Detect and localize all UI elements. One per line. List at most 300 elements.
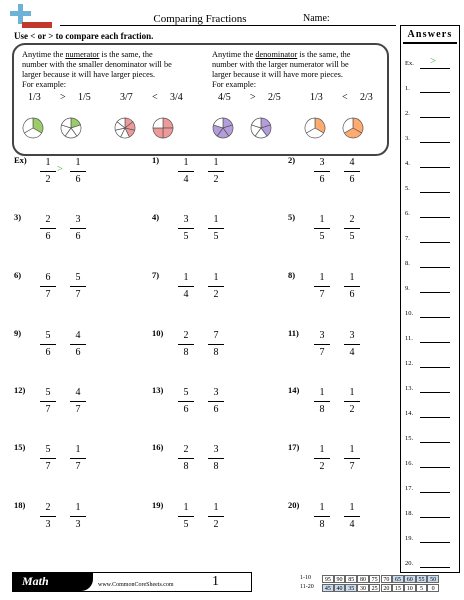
answer-label: 16. <box>405 460 414 467</box>
denominator: 8 <box>213 347 219 358</box>
numerator: 3 <box>319 330 325 341</box>
numerator: 1 <box>319 272 325 283</box>
problem-item <box>152 155 282 195</box>
fraction-bar <box>314 401 330 402</box>
denominator: 8 <box>319 519 325 530</box>
fraction <box>208 444 224 473</box>
fraction-bar <box>344 286 360 287</box>
numerator: 5 <box>45 330 51 341</box>
fraction <box>70 502 86 531</box>
denominator: 5 <box>213 231 219 242</box>
fraction-bar <box>178 516 194 517</box>
numerator: 1 <box>213 272 219 283</box>
problem-item <box>288 212 418 252</box>
pie-icon <box>304 117 326 139</box>
problem-number: 10) <box>152 328 164 338</box>
numerator: 1 <box>183 272 189 283</box>
answer-label: 9. <box>405 285 410 292</box>
fraction-bar <box>40 401 56 402</box>
numerator: 3 <box>319 157 325 168</box>
answer-line[interactable] <box>420 492 450 493</box>
fraction-bar <box>208 228 224 229</box>
answer-line[interactable] <box>420 417 450 418</box>
fraction <box>344 157 360 186</box>
answer-line[interactable] <box>420 92 450 93</box>
answer-line[interactable] <box>420 217 450 218</box>
denominator: 4 <box>183 174 189 185</box>
fraction <box>178 330 194 359</box>
answer-label: 14. <box>405 410 414 417</box>
numerator: 5 <box>75 272 81 283</box>
numerator: 3 <box>213 444 219 455</box>
answers-title: Answers <box>407 29 453 40</box>
answer-line[interactable] <box>420 567 450 568</box>
fraction-bar <box>314 344 330 345</box>
problem-item <box>14 385 144 425</box>
fraction <box>40 502 56 531</box>
answer-label: 1. <box>405 85 410 92</box>
problem-number: 4) <box>152 212 160 222</box>
problem-item <box>14 155 144 195</box>
fraction <box>178 502 194 531</box>
answer-line[interactable] <box>420 392 450 393</box>
page-number: 1 <box>212 574 219 589</box>
fraction-bar <box>344 458 360 459</box>
score-cell: 0 <box>427 584 439 592</box>
denominator: 6 <box>183 404 189 415</box>
numerator: 1 <box>349 502 355 513</box>
example-fraction-b: 3/4 <box>170 92 183 103</box>
denominator: 7 <box>45 404 51 415</box>
numerator: 1 <box>183 502 189 513</box>
answer-line[interactable] <box>420 442 450 443</box>
problem-item <box>288 385 418 425</box>
score-cell: 80 <box>357 575 369 583</box>
numerator: 3 <box>213 387 219 398</box>
answers-rule <box>403 42 457 44</box>
fraction-bar <box>178 344 194 345</box>
example-fraction-a: 1/3 <box>28 92 41 103</box>
denominator: 3 <box>75 519 81 530</box>
score-cell: 5 <box>416 584 428 592</box>
fraction-bar <box>208 286 224 287</box>
answer-label: 20. <box>405 560 414 567</box>
fraction-bar <box>178 401 194 402</box>
fraction <box>344 330 360 359</box>
example-fraction-a: 3/7 <box>120 92 133 103</box>
example-fraction-a: 4/5 <box>218 92 231 103</box>
pie-icon <box>212 117 234 139</box>
denominator: 2 <box>319 461 325 472</box>
fraction-bar <box>178 171 194 172</box>
problem-number: 3) <box>14 212 22 222</box>
fraction <box>70 272 86 301</box>
score-cell: 70 <box>381 575 393 583</box>
answer-line[interactable] <box>420 117 450 118</box>
answer-line[interactable] <box>420 292 450 293</box>
fraction-bar <box>344 516 360 517</box>
fraction <box>40 444 56 473</box>
fraction <box>208 157 224 186</box>
numerator: 4 <box>75 387 81 398</box>
numerator: 3 <box>183 214 189 225</box>
score-cell: 50 <box>427 575 439 583</box>
answer-label: 15. <box>405 435 414 442</box>
answer-line[interactable] <box>420 267 450 268</box>
fraction <box>40 272 56 301</box>
score-cell: 45 <box>322 584 334 592</box>
answer-label: 3. <box>405 135 410 142</box>
denominator: 4 <box>349 519 355 530</box>
fraction-bar <box>208 344 224 345</box>
denominator: 6 <box>319 174 325 185</box>
denominator: 7 <box>45 461 51 472</box>
score-cell: 10 <box>404 584 416 592</box>
pie-slice <box>163 128 173 138</box>
example-fraction-b: 2/5 <box>268 92 281 103</box>
score-row-label: 1-10 <box>300 575 311 581</box>
fraction-bar <box>314 228 330 229</box>
answer-label: 12. <box>405 360 414 367</box>
problem-number: 6) <box>14 270 22 280</box>
fraction <box>314 214 330 243</box>
pie-slice <box>153 128 163 138</box>
score-cell: 95 <box>322 575 334 583</box>
pie-icon <box>342 117 364 139</box>
answer-line[interactable] <box>420 242 450 243</box>
fraction-bar <box>344 228 360 229</box>
problem-item <box>152 442 282 482</box>
numerator: 4 <box>349 157 355 168</box>
example-fraction-a: 1/3 <box>310 92 323 103</box>
example-fraction-b: 1/5 <box>78 92 91 103</box>
fraction <box>70 157 86 186</box>
answer-label: 6. <box>405 210 410 217</box>
numerator: 4 <box>75 330 81 341</box>
denominator: 7 <box>75 289 81 300</box>
denominator: 6 <box>45 347 51 358</box>
problem-number: 20) <box>288 500 300 510</box>
fraction <box>208 502 224 531</box>
problem-item <box>152 212 282 252</box>
problem-number: 13) <box>152 385 164 395</box>
numerator: 1 <box>213 214 219 225</box>
problem-item <box>152 270 282 310</box>
problem-number: 5) <box>288 212 296 222</box>
fraction-bar <box>314 516 330 517</box>
numerator: 1 <box>45 157 51 168</box>
problem-item <box>152 328 282 368</box>
fraction <box>314 330 330 359</box>
pie-icon <box>60 117 82 139</box>
answer-label: 11. <box>405 335 413 342</box>
score-cell: 75 <box>369 575 381 583</box>
problem-item <box>14 212 144 252</box>
score-cell: 25 <box>369 584 381 592</box>
numerator: 1 <box>319 502 325 513</box>
fraction <box>314 157 330 186</box>
denominator: 7 <box>75 404 81 415</box>
answer-line[interactable] <box>420 317 450 318</box>
fraction-bar <box>40 516 56 517</box>
fraction <box>208 214 224 243</box>
numerator: 1 <box>213 157 219 168</box>
numerator: 2 <box>45 214 51 225</box>
problem-item <box>14 442 144 482</box>
fraction-bar <box>40 228 56 229</box>
numerator: 1 <box>319 444 325 455</box>
score-cell: 65 <box>392 575 404 583</box>
fraction-bar <box>314 458 330 459</box>
score-cell: 55 <box>416 575 428 583</box>
fraction <box>178 444 194 473</box>
numerator: 2 <box>45 502 51 513</box>
fraction <box>208 330 224 359</box>
fraction <box>344 387 360 416</box>
problem-number: 9) <box>14 328 22 338</box>
denominator: 4 <box>183 289 189 300</box>
comparison-answer[interactable]: > <box>57 164 63 175</box>
numerator: 6 <box>45 272 51 283</box>
problem-item <box>288 328 418 368</box>
problem-number: 14) <box>288 385 300 395</box>
pie-icon <box>114 117 136 139</box>
fraction <box>344 214 360 243</box>
denominator: 6 <box>75 347 81 358</box>
denominator: 8 <box>319 404 325 415</box>
fraction <box>178 272 194 301</box>
problem-number: 8) <box>288 270 296 280</box>
fraction <box>40 330 56 359</box>
fraction <box>178 214 194 243</box>
denominator: 7 <box>45 289 51 300</box>
fraction-bar <box>70 458 86 459</box>
answer-label: 18. <box>405 510 414 517</box>
problem-number: Ex) <box>14 155 27 165</box>
denominator: 8 <box>213 461 219 472</box>
pie-slice <box>153 118 163 128</box>
score-cell: 15 <box>392 584 404 592</box>
numerator: 1 <box>349 444 355 455</box>
fraction <box>344 272 360 301</box>
answer-label-example: Ex. <box>405 60 414 67</box>
denominator: 7 <box>319 289 325 300</box>
problem-number: 17) <box>288 442 300 452</box>
denominator: 2 <box>349 404 355 415</box>
fraction-bar <box>344 344 360 345</box>
numerator: 1 <box>319 214 325 225</box>
example-operator: < <box>152 92 158 103</box>
score-cell: 85 <box>345 575 357 583</box>
problem-item <box>152 500 282 540</box>
denominator: 7 <box>75 461 81 472</box>
answer-label: 2. <box>405 110 410 117</box>
denominator: 7 <box>319 347 325 358</box>
denominator: 3 <box>45 519 51 530</box>
fraction-bar <box>40 286 56 287</box>
example-operator: > <box>60 92 66 103</box>
pie-icon <box>250 117 272 139</box>
example-left-text: Anytime the numerator is the same, the number with the smaller denominator will be larger because it will have larger pieces. For example: <box>22 50 172 89</box>
fraction-bar <box>70 286 86 287</box>
fraction-bar <box>344 401 360 402</box>
fraction <box>314 272 330 301</box>
fraction-bar <box>70 401 86 402</box>
name-label: Name: <box>303 13 330 24</box>
problem-number: 18) <box>14 500 26 510</box>
denominator: 2 <box>213 174 219 185</box>
answer-line[interactable] <box>420 342 450 343</box>
fraction-bar <box>208 171 224 172</box>
score-row-label: 11-20 <box>300 584 314 590</box>
fraction-bar <box>40 458 56 459</box>
problem-item <box>288 155 418 195</box>
fraction <box>178 157 194 186</box>
problem-item <box>14 270 144 310</box>
answer-value-example: > <box>430 55 437 67</box>
answer-label: 10. <box>405 310 414 317</box>
answer-label: 4. <box>405 160 410 167</box>
problem-item <box>14 328 144 368</box>
answer-label: 19. <box>405 535 414 542</box>
denominator: 7 <box>349 461 355 472</box>
problem-number: 12) <box>14 385 26 395</box>
numerator: 1 <box>75 502 81 513</box>
score-cell: 35 <box>345 584 357 592</box>
fraction-bar <box>40 344 56 345</box>
fraction-bar <box>70 516 86 517</box>
footer-site: www.CommonCoreSheets.com <box>98 582 174 588</box>
numerator: 1 <box>319 387 325 398</box>
denominator: 5 <box>319 231 325 242</box>
numerator: 2 <box>183 444 189 455</box>
numerator: 3 <box>75 214 81 225</box>
fraction <box>40 387 56 416</box>
header-rule <box>60 25 396 26</box>
problem-number: 19) <box>152 500 164 510</box>
fraction <box>70 214 86 243</box>
fraction-bar <box>208 401 224 402</box>
denominator: 2 <box>45 174 51 185</box>
problem-number: 16) <box>152 442 164 452</box>
fraction-bar <box>208 458 224 459</box>
numerator: 1 <box>183 157 189 168</box>
fraction <box>70 330 86 359</box>
score-cell: 40 <box>334 584 346 592</box>
fraction-bar <box>40 171 56 172</box>
fraction <box>344 502 360 531</box>
denominator: 5 <box>349 231 355 242</box>
fraction-bar <box>178 228 194 229</box>
numerator: 3 <box>349 330 355 341</box>
problem-number: 15) <box>14 442 26 452</box>
problem-item <box>288 270 418 310</box>
answer-line[interactable] <box>420 517 450 518</box>
example-operator: > <box>250 92 256 103</box>
fraction <box>314 502 330 531</box>
answer-label: 7. <box>405 235 410 242</box>
numerator: 2 <box>349 214 355 225</box>
fraction-bar <box>344 171 360 172</box>
numerator: 1 <box>349 272 355 283</box>
fraction <box>70 444 86 473</box>
page-title: Comparing Fractions <box>153 13 247 25</box>
example-operator: < <box>342 92 348 103</box>
answer-label: 13. <box>405 385 414 392</box>
score-cell: 60 <box>404 575 416 583</box>
denominator: 5 <box>183 231 189 242</box>
denominator: 8 <box>183 461 189 472</box>
problem-item <box>288 442 418 482</box>
numerator: 1 <box>75 444 81 455</box>
answer-line-example[interactable] <box>420 68 450 69</box>
denominator: 4 <box>349 347 355 358</box>
fraction-bar <box>208 516 224 517</box>
fraction-bar <box>314 171 330 172</box>
fraction-bar <box>314 286 330 287</box>
fraction-bar <box>70 228 86 229</box>
pie-icon <box>22 117 44 139</box>
score-cell: 20 <box>381 584 393 592</box>
denominator: 6 <box>213 404 219 415</box>
fraction <box>40 157 56 186</box>
problem-number: 1) <box>152 155 160 165</box>
problem-number: 11) <box>288 328 299 338</box>
fraction <box>314 444 330 473</box>
numerator: 5 <box>45 444 51 455</box>
fraction-bar <box>178 458 194 459</box>
denominator: 6 <box>45 231 51 242</box>
answer-line[interactable] <box>420 167 450 168</box>
pie-icon <box>152 117 174 139</box>
problem-number: 7) <box>152 270 160 280</box>
problem-item <box>288 500 418 540</box>
fraction <box>40 214 56 243</box>
numerator: 5 <box>45 387 51 398</box>
answer-line[interactable] <box>420 192 450 193</box>
numerator: 2 <box>183 330 189 341</box>
denominator: 2 <box>213 289 219 300</box>
numerator: 5 <box>183 387 189 398</box>
denominator: 8 <box>183 347 189 358</box>
numerator: 7 <box>213 330 219 341</box>
fraction-bar <box>70 344 86 345</box>
fraction-bar <box>70 171 86 172</box>
fraction <box>344 444 360 473</box>
denominator: 6 <box>75 174 81 185</box>
fraction <box>208 387 224 416</box>
denominator: 5 <box>183 519 189 530</box>
problem-item <box>14 500 144 540</box>
numerator: 1 <box>213 502 219 513</box>
answer-line[interactable] <box>420 367 450 368</box>
denominator: 6 <box>349 289 355 300</box>
fraction <box>70 387 86 416</box>
answer-line[interactable] <box>420 542 450 543</box>
fraction-bar <box>178 286 194 287</box>
answer-line[interactable] <box>420 467 450 468</box>
problem-item <box>152 385 282 425</box>
fraction <box>178 387 194 416</box>
score-cell: 90 <box>334 575 346 583</box>
answer-label: 5. <box>405 185 410 192</box>
fraction <box>314 387 330 416</box>
problem-number: 2) <box>288 155 296 165</box>
numerator: 1 <box>75 157 81 168</box>
example-fraction-b: 2/3 <box>360 92 373 103</box>
answer-label: 8. <box>405 260 410 267</box>
answer-line[interactable] <box>420 142 450 143</box>
